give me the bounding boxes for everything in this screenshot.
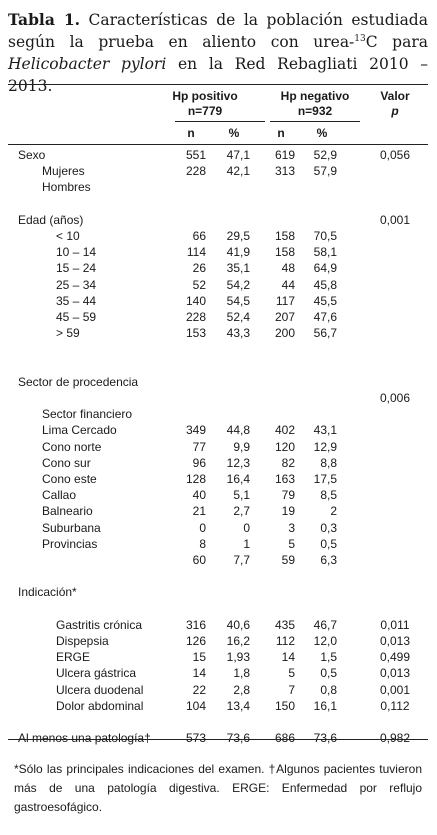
cell-p-value: 0,011 <box>380 617 410 632</box>
row-label: ERGE <box>56 650 91 665</box>
cell-hp-pos-n: 40 <box>192 488 206 503</box>
row-label: Cono este <box>42 472 97 486</box>
cell-hp-pos-pct: 13,4 <box>226 698 250 713</box>
cell-hp-neg-n: 158 <box>274 229 295 243</box>
cell-hp-pos-n: 14 <box>192 666 206 681</box>
row-label: Dispepsia <box>56 634 109 648</box>
cell-hp-neg-pct: 64,9 <box>313 261 337 276</box>
row-label: Cono sur <box>42 455 91 470</box>
row-label: < 10 <box>56 229 80 243</box>
cell-hp-neg-n: 82 <box>281 455 295 470</box>
row-label: 15 – 24 <box>56 261 97 276</box>
header-hp-negativo: Hp negativo <box>280 89 350 103</box>
header-hp-positivo: Hp positivo <box>172 89 238 103</box>
cell-hp-neg-pct: 47,6 <box>313 310 337 324</box>
cell-hp-pos-pct: 52,4 <box>226 310 250 324</box>
cell-hp-pos-n: 26 <box>192 261 206 276</box>
cell-hp-neg-pct: 58,1 <box>313 245 337 260</box>
cell-hp-pos-n: 126 <box>185 634 206 648</box>
cell-hp-neg-n: 435 <box>274 617 295 632</box>
cell-hp-neg-pct: 45,8 <box>313 277 337 292</box>
cell-hp-neg-pct: 43,1 <box>313 423 337 438</box>
cell-hp-pos-pct: 1,8 <box>233 666 250 681</box>
cell-hp-pos-pct: 41,9 <box>226 245 250 260</box>
caption-lead: Tabla 1. <box>8 10 81 29</box>
cell-hp-neg-pct: 0,8 <box>320 682 337 697</box>
row-label: Edad (años) <box>18 212 84 227</box>
cell-hp-pos-n: 153 <box>185 326 206 341</box>
cell-hp-neg-n: 163 <box>274 472 295 486</box>
cell-hp-pos-pct: 54,5 <box>226 293 250 308</box>
cell-hp-neg-pct: 8,5 <box>320 488 337 503</box>
cell-hp-pos-n: 22 <box>192 682 206 697</box>
cell-hp-neg-n: 112 <box>275 634 295 648</box>
cell-p-value: 0,001 <box>379 682 411 697</box>
cell-hp-neg-pct: 0,5 <box>320 536 337 551</box>
row-label: Ulcera duodenal <box>56 682 144 697</box>
cell-hp-neg-n: 19 <box>281 504 295 519</box>
cell-hp-neg-pct: 70,5 <box>313 229 337 243</box>
cell-hp-pos-n: 140 <box>185 293 206 308</box>
row-label: 10 – 14 <box>56 245 97 260</box>
cell-hp-pos-pct: 16,4 <box>226 472 250 486</box>
cell-hp-neg-n: 5 <box>288 536 295 551</box>
cell-hp-neg-pct: 12,9 <box>313 439 337 454</box>
cell-p-value: 0,006 <box>379 391 411 405</box>
cell-p-value: 0,001 <box>379 212 411 227</box>
row-label: Al menos una patología† <box>18 731 151 746</box>
footnote: *Sólo las principales indicaciones del examen. †Algunos pacientes tuvieron más de una patología digestiva. ERGE: Enfermedad por reflujo gastroesofágico. <box>14 762 422 814</box>
cell-hp-pos-n: 0 <box>199 520 206 535</box>
cell-hp-neg-pct: 1,5 <box>320 650 337 665</box>
cell-hp-neg-pct: 8,8 <box>320 455 337 470</box>
cell-hp-pos-pct: 43,3 <box>226 326 250 341</box>
cell-hp-neg-n: 79 <box>281 488 295 503</box>
cell-hp-neg-pct: 2 <box>330 504 337 519</box>
cell-p-value: 0,982 <box>379 731 411 746</box>
cell-hp-neg-pct: 16,1 <box>313 698 337 713</box>
cell-hp-pos-pct: 2,8 <box>233 682 250 697</box>
cell-hp-neg-n: 3 <box>288 520 295 535</box>
cell-p-value: 0,056 <box>379 148 411 162</box>
cell-hp-neg-pct: 6,3 <box>320 553 337 567</box>
row-label: Provincias <box>42 536 98 551</box>
row-label: 25 – 34 <box>56 277 97 292</box>
cell-hp-pos-n: 316 <box>185 617 206 632</box>
cell-hp-pos-n: 8 <box>199 536 206 551</box>
row-label: Lima Cercado <box>42 423 117 438</box>
header-pct-positivo: % <box>228 126 240 140</box>
row-label: Mujeres <box>42 164 85 179</box>
row-label: > 59 <box>56 326 80 341</box>
header-n-negativo: n <box>277 126 285 140</box>
cell-hp-pos-pct: 54,2 <box>226 277 250 292</box>
cell-hp-pos-n: 551 <box>185 148 206 162</box>
cell-hp-neg-pct: 56,7 <box>313 326 337 341</box>
cell-hp-pos-pct: 5,1 <box>233 488 250 503</box>
rule-under-negativo <box>270 121 360 122</box>
row-label: Suburbana <box>42 520 101 535</box>
top-rule <box>8 84 428 85</box>
header-hp-positivo-n: n=779 <box>187 104 223 118</box>
cell-hp-neg-pct: 0,5 <box>320 666 337 681</box>
caption-text-a: Características de la población estudiada según la prueba en aliento con urea- <box>8 11 428 51</box>
cell-p-value: 0,499 <box>379 650 411 665</box>
cell-hp-neg-n: 686 <box>274 731 295 746</box>
caption-organism: Helicobacter pylori <box>8 55 167 73</box>
cell-hp-neg-pct: 57,9 <box>313 164 337 179</box>
cell-hp-pos-pct: 35,1 <box>226 261 250 276</box>
cell-hp-pos-n: 15 <box>192 650 206 665</box>
row-label: Cono norte <box>42 439 102 454</box>
cell-hp-pos-pct: 47,1 <box>226 148 250 162</box>
cell-hp-pos-n: 573 <box>185 731 206 746</box>
row-label: Sector financiero <box>42 407 133 422</box>
cell-p-value: 0,112 <box>380 698 410 713</box>
cell-hp-neg-n: 120 <box>274 439 295 454</box>
cell-hp-neg-pct: 46,7 <box>313 617 337 632</box>
cell-hp-neg-n: 150 <box>274 698 295 713</box>
cell-hp-pos-pct: 12,3 <box>226 455 250 470</box>
cell-hp-pos-pct: 1 <box>243 536 250 551</box>
row-label: Balneario <box>42 504 93 519</box>
cell-hp-pos-n: 128 <box>185 472 206 486</box>
cell-hp-neg-pct: 52,9 <box>313 148 337 162</box>
cell-hp-neg-n: 313 <box>274 164 295 179</box>
cell-hp-pos-n: 66 <box>192 229 206 243</box>
cell-hp-neg-n: 117 <box>275 293 295 308</box>
cell-hp-neg-n: 158 <box>274 245 295 260</box>
caption-superscript: 13 <box>354 34 366 44</box>
cell-hp-neg-n: 48 <box>281 261 295 276</box>
cell-hp-pos-pct: 29,5 <box>226 229 250 243</box>
cell-hp-pos-pct: 7,7 <box>233 553 250 567</box>
header-valor: Valor <box>380 89 410 103</box>
row-label: Indicación* <box>18 585 77 600</box>
cell-hp-neg-n: 14 <box>281 650 295 665</box>
row-label: 35 – 44 <box>56 293 97 308</box>
cell-hp-pos-n: 60 <box>192 553 206 567</box>
row-label: Callao <box>42 488 77 503</box>
rule-under-positivo <box>175 121 265 122</box>
cell-hp-pos-pct: 9,9 <box>233 439 250 454</box>
cell-hp-neg-n: 619 <box>274 148 295 162</box>
cell-p-value: 0,013 <box>379 634 411 648</box>
cell-hp-neg-n: 200 <box>274 326 295 341</box>
cell-hp-neg-pct: 73,6 <box>313 731 337 746</box>
cell-hp-neg-n: 207 <box>274 310 295 324</box>
cell-hp-pos-pct: 16,2 <box>226 634 250 648</box>
cell-hp-neg-pct: 12,0 <box>313 634 337 648</box>
cell-hp-pos-pct: 40,6 <box>226 617 250 632</box>
cell-hp-neg-n: 7 <box>288 682 295 697</box>
cell-hp-neg-n: 5 <box>288 666 295 681</box>
cell-hp-pos-n: 228 <box>185 164 206 179</box>
cell-hp-pos-pct: 44,8 <box>226 423 250 438</box>
cell-hp-pos-pct: 0 <box>243 520 250 535</box>
bottom-rule <box>8 739 428 740</box>
cell-hp-pos-n: 96 <box>192 455 206 470</box>
cell-hp-pos-pct: 2,7 <box>233 504 250 519</box>
caption-text-c: en la Red Rebagliati 2010 – 2013. <box>8 55 428 95</box>
cell-hp-neg-n: 44 <box>281 277 295 292</box>
cell-hp-neg-pct: 45,5 <box>313 293 337 308</box>
header-hp-negativo-n: n=932 <box>297 104 333 118</box>
cell-hp-neg-pct: 0,3 <box>320 520 337 535</box>
row-label: Gastritis crónica <box>56 617 143 632</box>
cell-hp-neg-pct: 17,5 <box>313 472 337 486</box>
row-label: Dolor abdominal <box>56 698 144 713</box>
cell-hp-pos-n: 349 <box>185 423 206 438</box>
row-label: Sector de procedencia <box>18 374 139 389</box>
cell-hp-neg-n: 59 <box>281 553 295 567</box>
cell-hp-pos-n: 52 <box>192 277 206 292</box>
cell-hp-pos-n: 114 <box>186 245 206 260</box>
cell-hp-pos-pct: 1,93 <box>226 650 250 665</box>
row-label: 45 – 59 <box>56 310 97 324</box>
cell-p-value: 0,013 <box>379 666 411 681</box>
cell-hp-neg-n: 402 <box>274 423 295 438</box>
cell-hp-pos-n: 77 <box>192 439 206 454</box>
caption-text-b: C para <box>365 33 428 51</box>
cell-hp-pos-pct: 73,6 <box>226 731 250 746</box>
cell-hp-pos-n: 104 <box>185 698 206 713</box>
cell-hp-pos-n: 21 <box>192 504 206 519</box>
header-rule <box>8 144 428 145</box>
header-valor-p: p <box>391 104 399 118</box>
row-label: Hombres <box>42 180 91 195</box>
header-n-positivo: n <box>187 126 195 140</box>
row-label: Sexo <box>18 148 46 162</box>
header-pct-negativo: % <box>316 126 328 140</box>
cell-hp-pos-pct: 42,1 <box>226 164 250 179</box>
cell-hp-pos-n: 228 <box>185 310 206 324</box>
row-label: Ulcera gástrica <box>56 666 137 681</box>
